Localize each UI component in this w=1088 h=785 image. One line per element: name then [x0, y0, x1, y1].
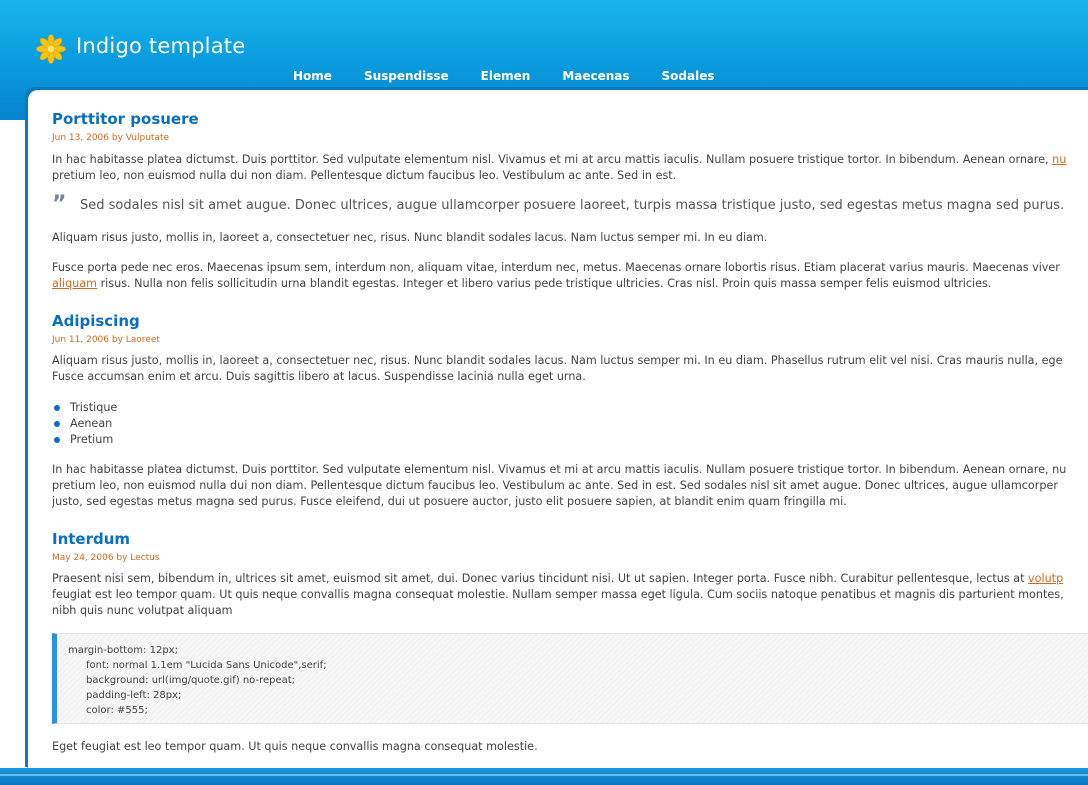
main-nav: [293, 65, 747, 83]
paragraph-text: Fusce porta pede nec eros. Maecenas ipsum sem, interdum non, aliquam vitae, interdum nec, metus. Maecenas ornare lobortis risus. Etiam placerat varius mauris. Maecenas viver: [52, 261, 1060, 274]
list-item: Tristique: [52, 400, 117, 416]
post-title[interactable]: Adipiscing: [52, 312, 140, 330]
paragraph-text: nibh quis nunc volutpat aliquam: [52, 604, 233, 617]
content-panel: [28, 90, 1088, 770]
post-meta: Jun 13, 2006 by Vulputate: [52, 133, 170, 143]
paragraph: [52, 462, 1088, 510]
paragraph-text: risus. Nulla non felis sollicitudin urna blandit egestas. Integer et libero varius pede tristique ultricies. Cras nisl. Proin quis massa semper felis euismod ultricies.: [97, 277, 992, 290]
paragraph: Eget feugiat est leo tempor quam. Ut quis neque convallis magna consequat molestie.: [52, 740, 538, 753]
paragraph: [52, 353, 1088, 385]
bullet-list: [52, 400, 117, 448]
footer-divider: [0, 774, 1088, 776]
paragraph: [52, 152, 1088, 184]
paragraph: Aliquam risus justo, mollis in, laoreet a, consectetuer nec, risus. Nunc blandit sodales lacus. Nam luctus semper mi. In eu diam.: [52, 231, 768, 244]
code-line: margin-bottom: 12px;: [68, 645, 178, 656]
inline-link[interactable]: nu: [1052, 153, 1067, 166]
code-line: color: #555;: [86, 705, 148, 716]
post-meta: May 24, 2006 by Lectus: [52, 553, 160, 563]
paragraph-text: pretium leo, non euismod nulla dui non diam. Pellentesque dictum faucibus leo. Vestibulum ac ante. Sed in est. Sed sodales nisl sit amet augue. Donec ultrices, augue ullamcorper: [52, 479, 1058, 492]
inline-link[interactable]: volutp: [1028, 572, 1064, 585]
nav-item-sodales[interactable]: Sodales: [661, 69, 715, 83]
code-block: [52, 633, 1088, 724]
post-title[interactable]: Interdum: [52, 530, 131, 548]
nav-item-suspendisse[interactable]: Suspendisse: [363, 69, 449, 83]
post-title[interactable]: Porttitor posuere: [52, 110, 199, 128]
nav-item-home[interactable]: Home: [293, 69, 332, 83]
paragraph-text: Fusce accumsan enim et arcu. Duis sagittis libero at lacus. Suspendisse lacinia nulla eget urna.: [52, 370, 586, 383]
code-line: padding-left: 28px;: [86, 690, 182, 701]
list-item: Pretium: [52, 432, 117, 448]
post-meta: Jun 11, 2006 by Laoreet: [52, 335, 160, 345]
paragraph-text: In hac habitasse platea dictumst. Duis porttitor. Sed vulputate elementum nisl. Vivamus et mi at arcu mattis iaculis. Nullam posuere tristique tortor. In bibendum. Aenean ornare,: [52, 153, 1053, 166]
paragraph-text: feugiat est leo tempor quam. Ut quis neque convallis magna consequat molestie. Nullam semper massa eget ligula. Cum sociis natoque penatibus et magnis dis parturient montes,: [52, 588, 1064, 601]
paragraph-text: Praesent nisi sem, bibendum in, ultrices sit amet, euismod sit amet, dui. Donec varius tincidunt nisi. Ut ut sapien. Integer porta. Fusce nibh. Curabitur pellentesque, lectus at: [52, 572, 1029, 585]
quote-text: Sed sodales nisl sit amet augue. Donec ultrices, augue ullamcorper posuere laoreet, turpis massa tristique justo, sed egestas metus magna sed purus.: [80, 198, 1065, 213]
nav-item-elemen[interactable]: Elemen: [480, 69, 531, 83]
paragraph-text: Aliquam risus justo, mollis in, laoreet a, consectetuer nec, risus. Nunc blandit sodales lacus. Nam luctus semper mi. In eu diam. Phasellus rutrum elit vel nisi. Cras mauris nulla, ege: [52, 354, 1063, 367]
site-title[interactable]: Indigo template: [76, 34, 246, 58]
code-line: background: url(img/quote.gif) no-repeat;: [86, 675, 296, 686]
code-line: font: normal 1.1em "Lucida Sans Unicode",serif;: [86, 660, 327, 671]
nav-item-maecenas[interactable]: Maecenas: [562, 69, 630, 83]
inline-link[interactable]: aliquam: [52, 277, 98, 290]
paragraph: [52, 260, 1088, 292]
footer-bar: [0, 768, 1088, 785]
paragraph-text: pretium leo, non euismod nulla dui non diam. Pellentesque dictum faucibus leo. Vestibulum ac ante. Sed in est.: [52, 169, 677, 182]
quote-icon: ”: [52, 192, 67, 217]
list-item: Aenean: [52, 416, 117, 432]
paragraph: [52, 571, 1088, 619]
flower-icon[interactable]: [36, 34, 66, 64]
paragraph-text: justo, sed egestas metus magna sed purus. Fusce eleifend, dui ut posuere auctor, justo elit posuere sapien, at blandit enim quam fringilla mi.: [52, 495, 847, 508]
paragraph-text: In hac habitasse platea dictumst. Duis porttitor. Sed vulputate elementum nisl. Vivamus et mi at arcu mattis iaculis. Nullam posuere tristique tortor. In bibendum. Aenean ornare, nu: [52, 463, 1067, 476]
